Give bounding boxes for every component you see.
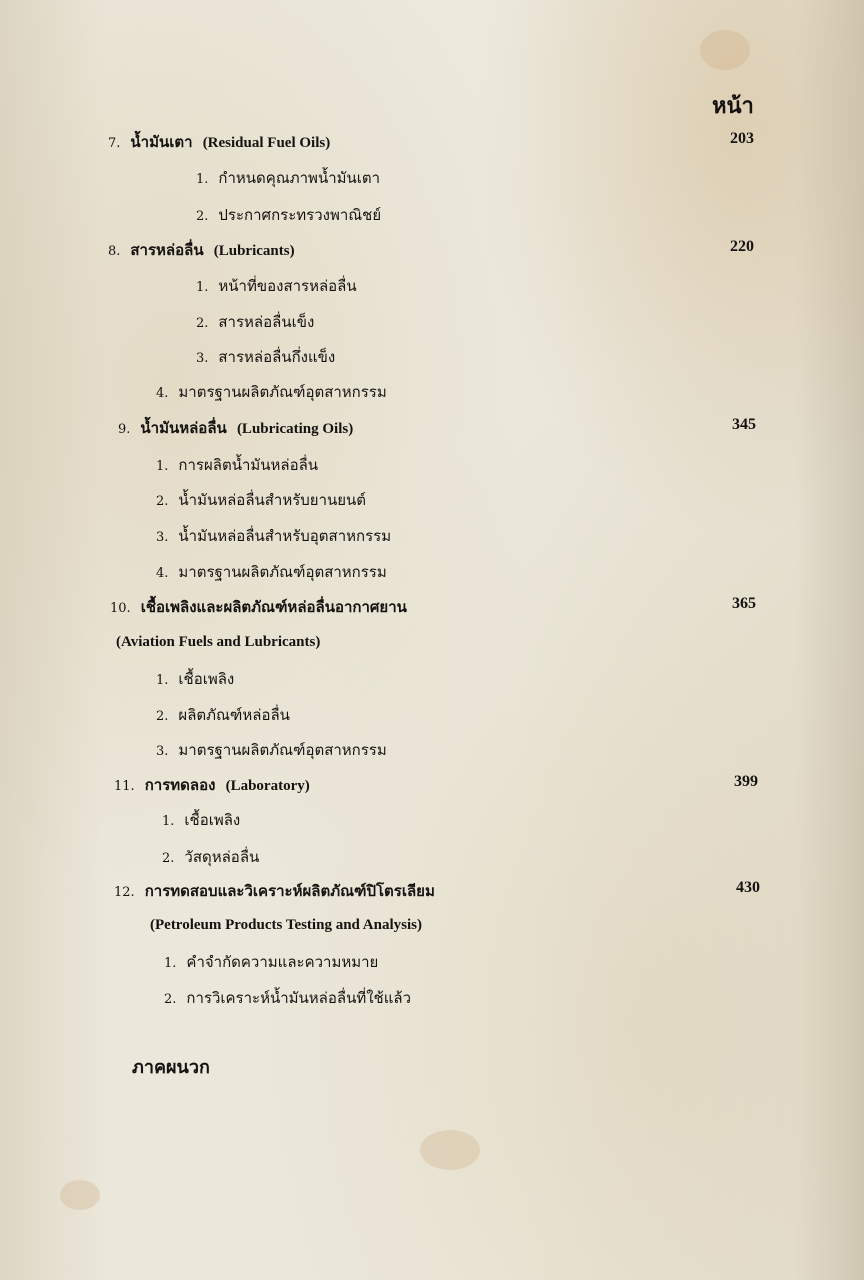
toc-subitem <box>156 524 391 548</box>
chapter-12-english-row <box>150 914 422 934</box>
subitem-text: วัสดุหล่อลื่น <box>184 848 260 866</box>
chapter-number: 9. <box>118 422 131 437</box>
subitem-text: เชื้อเพลิง <box>178 670 235 688</box>
subitem-text: การวิเคราะห์น้ำมันหล่อลื่นที่ใช้แล้ว <box>186 989 412 1007</box>
subitem-number: 2. <box>196 209 209 224</box>
subitem-text: ประกาศกระทรวงพาณิชย์ <box>218 206 382 224</box>
chapter-11-row <box>114 773 310 797</box>
chapter-9-page: 345 <box>732 416 756 433</box>
subitem-text: น้ำมันหล่อลื่นสำหรับยานยนต์ <box>178 491 367 509</box>
subitem-text: สารหล่อลื่นเข็ง <box>218 313 315 331</box>
subitem-number: 1. <box>196 172 209 187</box>
toc-subitem <box>196 203 381 227</box>
chapter-english: (Lubricating Oils) <box>236 421 354 437</box>
subitem-number: 1. <box>164 956 177 971</box>
subitem-number: 2. <box>196 316 209 331</box>
subitem-number: 2. <box>162 851 175 866</box>
subitem-number: 3. <box>156 530 169 545</box>
subitem-text: มาตรฐานผลิตภัณฑ์อุตสาหกรรม <box>178 741 387 759</box>
subitem-number: 3. <box>156 744 169 759</box>
subitem-text: เชื้อเพลิง <box>184 811 241 829</box>
chapter-number: 7. <box>108 136 121 151</box>
subitem-number: 2. <box>156 494 169 509</box>
chapter-english: (Petroleum Products Testing and Analysis) <box>150 917 422 933</box>
paper-stain <box>700 30 750 70</box>
chapter-english: (Aviation Fuels and Lubricants) <box>116 634 321 650</box>
subitem-text: หน้าที่ของสารหล่อลื่น <box>218 277 357 295</box>
subitem-number: 1. <box>162 814 175 829</box>
chapter-8-row <box>108 238 295 262</box>
paper-stain <box>420 1130 480 1170</box>
chapter-title: เชื้อเพลิงและผลิตภัณฑ์หล่อลื่นอากาศยาน <box>140 598 407 616</box>
subitem-text: มาตรฐานผลิตภัณฑ์อุตสาหกรรม <box>178 383 387 401</box>
chapter-8-page: 220 <box>730 238 754 255</box>
subitem-number: 1. <box>156 673 169 688</box>
chapter-10-row <box>110 595 407 619</box>
chapter-title: น้ำมันเตา <box>130 133 193 151</box>
subitem-number: 4. <box>156 566 169 581</box>
chapter-title: การทดสอบและวิเคราะห์ผลิตภัณฑ์ปิโตรเลียม <box>144 882 435 900</box>
chapter-7-page: 203 <box>730 130 754 147</box>
chapter-number: 11. <box>114 779 135 794</box>
toc-subitem <box>156 380 387 404</box>
paper-stain <box>60 1180 100 1210</box>
toc-subitem <box>162 808 240 832</box>
chapter-10-page: 365 <box>732 595 756 612</box>
subitem-number: 3. <box>196 351 209 366</box>
toc-subitem <box>164 986 411 1010</box>
subitem-text: มาตรฐานผลิตภัณฑ์อุตสาหกรรม <box>178 563 387 581</box>
toc-subitem <box>156 738 387 762</box>
subitem-number: 1. <box>196 280 209 295</box>
chapter-number: 10. <box>110 601 131 616</box>
chapter-title: น้ำมันหล่อลื่น <box>140 419 227 437</box>
toc-subitem <box>156 703 290 727</box>
subitem-text: กำหนดคุณภาพน้ำมันเตา <box>218 169 381 187</box>
toc-subitem <box>164 950 378 974</box>
toc-subitem <box>196 166 380 190</box>
subitem-number: 1. <box>156 459 169 474</box>
chapter-9-row <box>118 416 353 440</box>
toc-subitem <box>156 453 318 477</box>
page-column-header: หน้า <box>712 94 754 119</box>
chapter-number: 8. <box>108 244 121 259</box>
chapter-12-page: 430 <box>736 879 760 896</box>
toc-subitem <box>156 560 387 584</box>
toc-subitem <box>196 274 357 298</box>
chapter-english: (Laboratory) <box>225 778 310 794</box>
toc-subitem <box>156 488 366 512</box>
chapter-title: การทดลอง <box>144 776 216 794</box>
subitem-text: ผลิตภัณฑ์หล่อลื่น <box>178 706 290 724</box>
subitem-text: น้ำมันหล่อลื่นสำหรับอุตสาหกรรม <box>178 527 392 545</box>
subitem-text: การผลิตน้ำมันหล่อลื่น <box>178 456 319 474</box>
appendix-heading: ภาคผนวก <box>132 1057 210 1078</box>
subitem-text: คำจำกัดความและความหมาย <box>186 953 379 971</box>
chapter-number: 12. <box>114 885 135 900</box>
toc-subitem <box>156 667 234 691</box>
subitem-number: 2. <box>164 992 177 1007</box>
chapter-12-row <box>114 879 435 903</box>
toc-subitem <box>196 310 314 334</box>
subitem-number: 2. <box>156 709 169 724</box>
chapter-11-page: 399 <box>734 773 758 790</box>
chapter-10-english-row <box>116 631 320 651</box>
toc-subitem <box>196 345 335 369</box>
chapter-english: (Lubricants) <box>213 243 295 259</box>
chapter-7-row <box>108 130 330 154</box>
chapter-title: สารหล่อลื่น <box>130 241 204 259</box>
subitem-number: 4. <box>156 386 169 401</box>
chapter-english: (Residual Fuel Oils) <box>202 135 331 151</box>
toc-subitem <box>162 845 259 869</box>
subitem-text: สารหล่อลื่นกึ่งแข็ง <box>218 348 336 366</box>
